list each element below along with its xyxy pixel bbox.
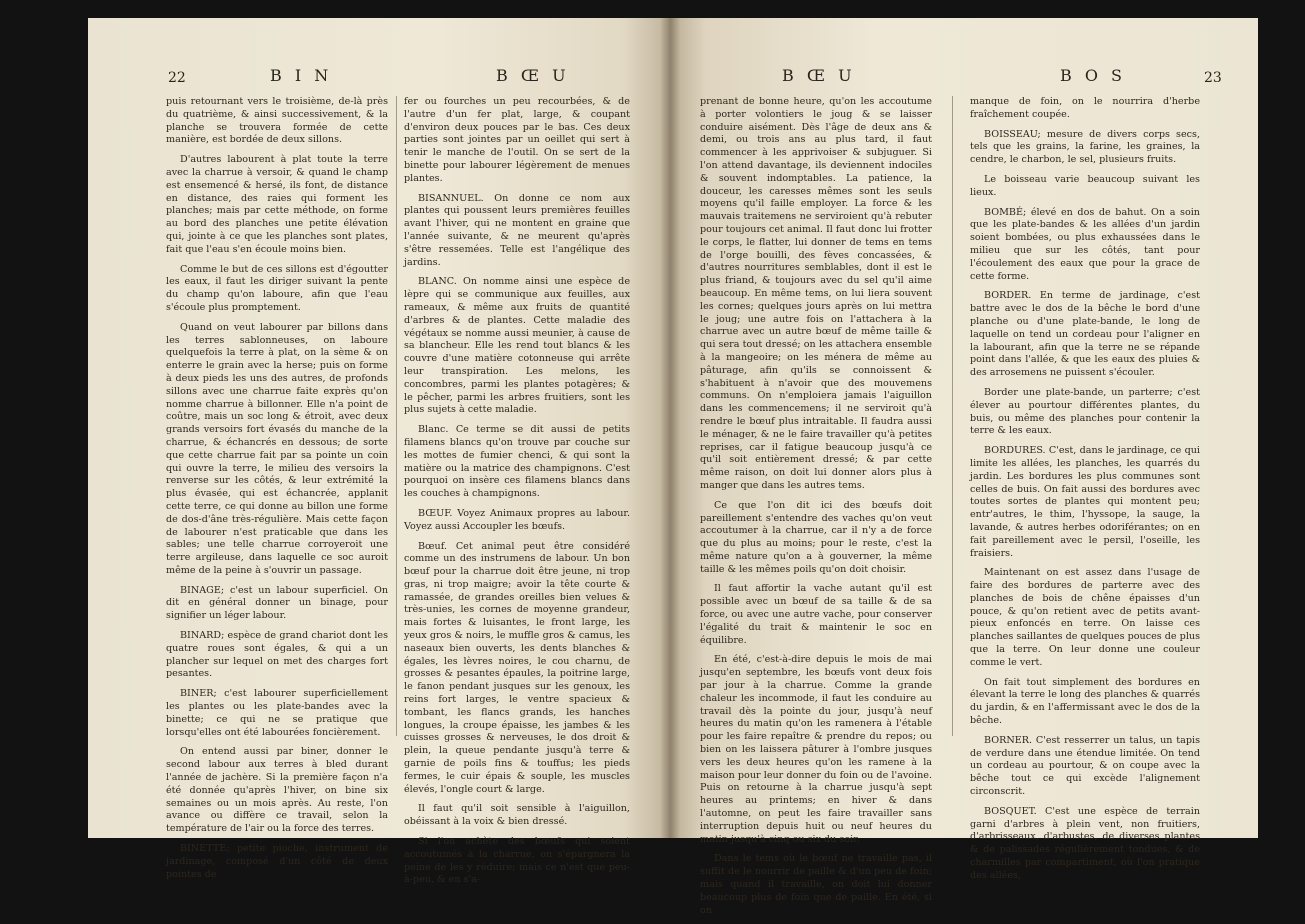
paragraph: En été, c'est-à-dire depuis le mois de mai jusqu'en septembre, les bœufs vont deux fois par jour à la charrue. Comme la grande chaleur les incommode, il faut les conduire au travail dès la pointe du jour, jusqu'à neuf heures du matin qu'on les ramenera à l'étable pour les faire repaître & prendre du repos; ou bien on les laissera pâturer à l'ombre jusques vers les deux heures qu'on les ramene à la maison pour leur donner du foin ou de l'avoine. Puis on retourne à la charrue jusqu'à sept heures au printems; en hiver & dans l'automne, on peut les faire travailler sans interruption depuis huit ou neuf heures du matin jusqu'à cinq ou six du soir. (700, 654, 932, 845)
text-column (970, 96, 1200, 890)
paragraph: BOSQUET. C'est une espèce de terrain garni d'arbres à plein vent, non fruitiers, d'arbrisseaux, d'arbustes, de diverses plantes & de palissades régulièrement tondues, & de charmilles par compartiment, où l'on pratique des allées, (970, 805, 1200, 881)
paragraph: Blanc. Ce terme se dit aussi de petits filamens blancs qu'on trouve par couche sur les mottes de fumier chenci, & qui sont la matière ou la matrice des champignons. C'est pourquoi on insère ces filamens blancs dans les couches à champignons. (404, 424, 630, 500)
paragraph: Il faut affortir la vache autant qu'il est possible avec un bœuf de sa taille & de sa force, ou avec une autre vache, pour conserver l'égalité du trait & maintenir le soc en équilibre. (700, 583, 932, 646)
paragraph: BINETTE; petite pioche, instrument de jardinage, composé d'un côté de deux pointes de (166, 843, 388, 880)
paragraph: BORNER. C'est resserrer un talus, un tapis de verdure dans une étendue limitée. On tend un cordeau au pourtour, & on coupe avec la bêche tout ce qui excède l'alignement circonscrit. (970, 734, 1200, 798)
paragraph: Si l'on achète des bœufs qui soient accoutumés à la charrue, on s'épargnera la peine de les y réduire; mais ce n'est que peu-à-peu, & en s'a- (404, 836, 630, 886)
paragraph: Ce que l'on dit ici des bœufs doit pareillement s'entendre des vaches qu'on veut accoutumer à la charrue, car il n'y a de force que du plus au moins; pour le reste, c'est la même nature qu'on a à gouverner, la même taille & les mêmes poils qu'on doit choisir. (700, 499, 932, 575)
paragraph: BISANNUEL. On donne ce nom aux plantes qui poussent leurs premières feuilles avant l'hiver, qui ne montent en graine que l'année suivante, & ne meurent qu'après s'être ressemées. Telle est l'angélique des jardins. (404, 192, 630, 268)
paragraph: BLANC. On nomme ainsi une espèce de lèpre qui se communique aux feuilles, aux rameaux, & même aux fruits de quantité d'arbres & de plantes. Cette maladie des végétaux se nomme aussi meunier, à cause de sa blancheur. Elle les rend tout blancs & les couvre d'une matière cotonneuse qui arrête leur transpiration. Les melons, les concombres, parmi les plantes potagères; & le pêcher, parmi les arbres fruitiers, sont les plus sujets à cette maladie. (404, 276, 630, 416)
paragraph: Bœuf. Cet animal peut être considéré comme un des instrumens de labour. Un bon bœuf pour la charrue doit être jeune, ni trop gras, ni trop maigre; avoir la tête courte & ramassée, de grandes oreilles bien velues & très-unies, les cornes de moyenne grandeur, mais fortes & luisantes, le front large, les yeux gros & noirs, le muffle gros & camus, les naseaux bien ouverts, les dents blanches & égales, les lèvres noires, le cou charnu, de grosses & pesantes épaules, la poitrine large, le fanon pendant jusques sur les genoux, les reins fort larges, le ventre spacieux & tombant, les flancs grands, les hanches longues, la croupe épaisse, les jambes & les cuisses grosses & nerveuses, le dos droit & plein, la queue pendante jusqu'à terre & garnie de poils fins & touffus; les pieds fermes, le cuir épais & souple, les muscles élevés, l'ongle court & large. (404, 540, 630, 795)
column-rule (396, 96, 397, 736)
running-head: B Œ U (782, 66, 856, 85)
page-number: 22 (168, 70, 186, 86)
paragraph: BŒUF. Voyez Animaux propres au labour. Voyez aussi Accoupler les bœufs. (404, 507, 630, 532)
running-head: B I N (270, 66, 333, 85)
paragraph: On entend aussi par biner, donner le second labour aux terres à bled durant l'année de jachère. Si la première façon n'a été donnée qu'après l'hiver, on bine six semaines ou un mois après. Au reste, l'on avance ou diffère ce travail, selon la température de l'air ou la force des terres. (166, 746, 388, 835)
page-number: 23 (1204, 70, 1222, 86)
paragraph: manque de foin, on le nourrira d'herbe fraîchement coupée. (970, 96, 1200, 120)
left-page (88, 18, 670, 886)
text-column (404, 96, 630, 894)
text-column (700, 96, 932, 924)
paragraph: BINER; c'est labourer superficiellement les plantes ou les plate-bandes avec la binette; ce qui ne se pratique que lorsqu'elles ont été labourées foncièrement. (166, 688, 388, 738)
running-head: B Œ U (496, 66, 570, 85)
paragraph: BINARD; espèce de grand chariot dont les quatre roues sont égales, & qui a un plancher sur lequel on met des charges fort pesantes. (166, 630, 388, 680)
right-page (670, 18, 1258, 916)
paragraph: Comme le but de ces sillons est d'égoutter les eaux, il faut les diriger suivant la pente du champ qu'on laboure, afin que l'eau s'écoule plus promptement. (166, 263, 388, 313)
column-rule (952, 96, 953, 736)
paragraph: D'autres labourent à plat toute la terre avec la charrue à versoir, & quand le champ est ensemencé & hersé, ils font, de distance en distance, des raies qui forment les planches; mais par cette méthode, on forme au bord des planches une petite élévation qui, jointe à ce que les planches sont plates, fait que l'eau s'en écoule moins bien. (166, 154, 388, 255)
paragraph: Border une plate-bande, un parterre; c'est élever au pourtour différentes plantes, du buis, ou même des planches pour contenir la terre & les eaux. (970, 386, 1200, 437)
paragraph: fer ou fourches un peu recourbées, & de l'autre d'un fer plat, large, & coupant d'environ deux pouces par le bas. Ces deux parties sont jointes par un oeillet qui sert à tenir le manche de l'outil. On se sert de la binette pour labourer légèrement de menues plantes. (404, 96, 630, 184)
running-head: B O S (1060, 66, 1127, 85)
paragraph: BORDER. En terme de jardinage, c'est battre avec le dos de la bêche le bord d'une planche ou d'une plate-bande, le long de laquelle on tend un cordeau pour l'aligner en la labourant, afin que la terre ne se répande point dans l'allée, & que les eaux des pluies & des arrosemens ne puissent s'écouler. (970, 290, 1200, 379)
paragraph: Quand on veut labourer par billons dans les terres sablonneuses, on laboure quelquefois la terre à plat, on la sème & on enterre le grain avec la herse; puis on forme à deux pieds les uns des autres, de profonds sillons avec une charrue faite exprès qu'on nomme charrue à billonner. Elle n'a point de coûtre, mais un soc long & étroit, avec deux grands versoirs fort évasés du manche de la charrue, & échancrés en dessous; de sorte que cette charrue fait par sa pointe un coin qui ouvre la terre, le milieu des versoirs la renverse sur les côtés, & leur extrémité la plus évasée, qui est échancrée, applanit cette terre, ce qui donne au billon une forme de dos-d'âne très-régulière. Mais cette façon de labourer n'est praticable que dans les sables; une telle charrue corroyeroit une terre argileuse, dans laquelle ce soc auroit même de la peine à s'ouvrir un passage. (166, 321, 388, 576)
paragraph: Il faut qu'il soit sensible à l'aiguillon, obéissant à la voix & bien dressé. (404, 803, 630, 828)
paragraph: Le boisseau varie beaucoup suivant les lieux. (970, 173, 1200, 198)
paragraph: Maintenant on est assez dans l'usage de faire des bordures de parterre avec des planches de bois de chêne épaisses d'un pouce, & qu'on retient avec de petits avant-pieux enfoncés en terre. On laisse ces planches saillantes de quelques pouces de plus que la terre. On leur donne une couleur comme le vert. (970, 567, 1200, 668)
book-gutter (660, 18, 680, 838)
paragraph: BINAGE; c'est un labour superficiel. On dit en général donner un binage, pour signifier un léger labour. (166, 584, 388, 622)
paragraph: BORDURES. C'est, dans le jardinage, ce qui limite les allées, les planches, les quarrés du jardin. Les bordures les plus communes sont celles de buis. On fait aussi des bordures avec toutes sortes de plantes qui montent peu; entr'autres, le thim, l'hyssope, la sauge, la lavande, & autres herbes odoriférantes; on en fait pareillement avec le persil, l'oseille, les fraisiers. (970, 445, 1200, 559)
text-column (166, 96, 388, 888)
open-book (88, 18, 1258, 916)
paragraph: BOISSEAU; mesure de divers corps secs, tels que les grains, la farine, les graines, la cendre, le charbon, le sel, plusieurs fruits. (970, 128, 1200, 166)
paragraph: BOMBÉ; élevé en dos de bahut. On a soin que les plate-bandes & les allées d'un jardin soient bombées, ou plus exhaussées dans le milieu que sur les côtés, tant pour l'écoulement des eaux que pour la grace de cette forme. (970, 206, 1200, 282)
paragraph: prenant de bonne heure, qu'on les accoutume à porter volontiers le joug & se laisser conduire aisément. Dès l'âge de deux ans & demi, ou trois ans au plus tard, il faut commencer à les apprivoiser & subjuguer. Si l'on attend davantage, ils deviennent indociles & souvent indomptables. La patience, la douceur, les caresses mêmes sont les seuls moyens qu'il faille employer. La force & les mauvais traitemens ne serviroient qu'à rebuter pour toujours cet animal. Il faut donc lui frotter le corps, le flatter, lui donner de tems en tems de l'orge bouilli, des fèves concassées, & d'autres nourritures semblables, dont il est le plus friand, & toujours avec du sel qu'il aime beaucoup. En même tems, on lui liera souvent les cornes; quelques jours après on lui mettra le joug; une autre fois on l'attachera à la charrue avec un autre bœuf de même taille & qui sera tout dressé; on les attachera ensemble à la mangeoire; on les ménera de même au pâturage, afin qu'ils se connoissent & s'habituent à n'avoir que des mouvemens communs. On n'emploiera jamais l'aiguillon dans les commencemens; il ne serviroit qu'à rendre le bœuf plus intraitable. Il faudra aussi le ménager, & ne le faire travailler qu'à petites reprises, car il fatigue beaucoup jusqu'à ce qu'il soit entièrement dressé; & par cette même raison, on doit lui donner alors plus à manger que dans les autres tems. (700, 96, 932, 491)
paragraph: On fait tout simplement des bordures en élevant la terre le long des planches & quarrés du jardin, & en l'affermissant avec le dos de la bêche. (970, 676, 1200, 727)
paragraph: puis retournant vers le troisième, de-là près du quatrième, & ainsi successivement, & la planche se trouvera formée de cette manière, est bordée de deux sillons. (166, 96, 388, 146)
paragraph: Dans le tems où le bœuf ne travaille pas, il suffit de le nourrir de paille & d'un peu de foin; mais quand il travaille, on doit lui donner beaucoup plus de foin que de paille. En été, si on (700, 853, 932, 916)
